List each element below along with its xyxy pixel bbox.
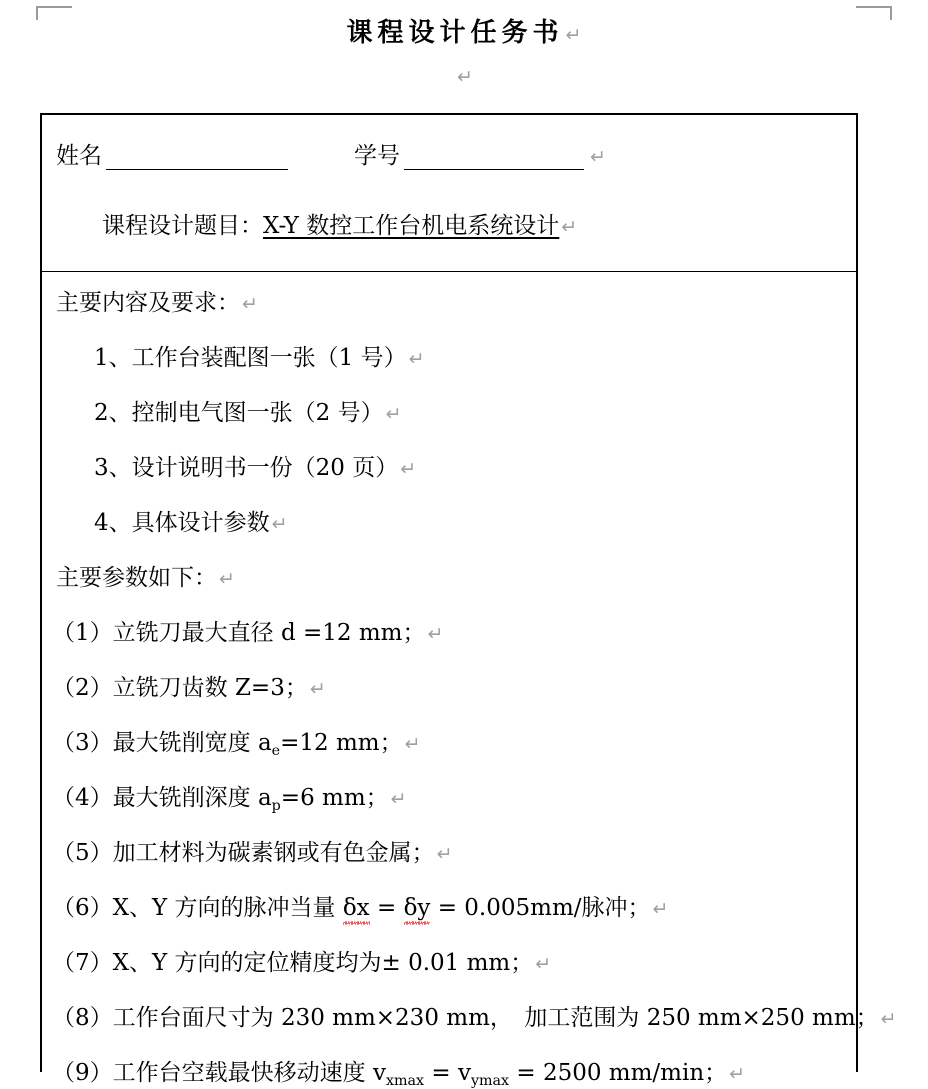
param-index: （1） [52, 620, 113, 646]
subject-row [102, 207, 577, 240]
name-label: 姓名 [56, 143, 102, 169]
content-item-3 [94, 457, 416, 480]
name-input-rule[interactable] [106, 147, 288, 170]
subject-value: X-Y 数控工作台机电系统设计 [263, 213, 560, 239]
content-heading-text: 主要内容及要求： [56, 290, 240, 316]
student-id-label: 学号 [354, 143, 400, 169]
param-subscript: xmax [385, 1072, 425, 1089]
paragraph-return-icon: ↵ [385, 403, 402, 425]
param-subscript: p [271, 797, 281, 814]
param-index: （7） [52, 950, 113, 976]
param-index: （9） [52, 1060, 113, 1086]
content-item-2 [94, 402, 402, 425]
param-item-9 [52, 1060, 746, 1089]
content-item-4 [94, 512, 288, 535]
paragraph-return-icon: ↵ [408, 348, 425, 370]
content-item-1 [94, 347, 425, 370]
params-heading [56, 567, 235, 590]
param-subscript: ymax [470, 1072, 510, 1089]
content-item-text: 4、具体设计参数 [94, 510, 270, 536]
param-item-3 [52, 730, 421, 759]
paragraph-return-icon: ↵ [652, 898, 669, 920]
paragraph-return-icon: ↵ [590, 146, 606, 168]
paragraph-return-icon: ↵ [729, 1063, 746, 1085]
param-text: 最大铣削深度 a [112, 785, 272, 811]
param-text: 立铣刀最大直径 d =12 mm； [112, 620, 426, 646]
spellcheck-word-delta-y: δy [403, 895, 431, 921]
param-item-2 [52, 677, 326, 700]
paragraph-return-icon: ↵ [309, 678, 326, 700]
content-item-text: 1、工作台装配图一张（1 号） [94, 345, 407, 371]
param-text: 工作台面尺寸为 230 mm×230 mm， 加工范围为 250 mm×250 mm； [112, 1005, 879, 1031]
param-text: X、Y 方向的脉冲当量 [112, 895, 343, 921]
paragraph-return-icon: ↵ [404, 733, 421, 755]
param-text-mid: = v [424, 1060, 471, 1086]
paragraph-return-icon: ↵ [880, 1008, 897, 1030]
param-text-tail: =6 mm； [280, 785, 389, 811]
content-item-text: 3、设计说明书一份（20 页） [94, 455, 399, 481]
param-index: （2） [52, 675, 113, 701]
param-text-tail: =12 mm； [280, 730, 403, 756]
content-heading [56, 292, 258, 315]
param-item-4 [52, 785, 407, 814]
param-item-6 [52, 897, 668, 920]
name-and-id-row [56, 137, 606, 170]
blank-paragraph-line [0, 68, 928, 87]
param-text: 最大铣削宽度 a [112, 730, 272, 756]
paragraph-return-icon: ↵ [565, 24, 582, 46]
paragraph-return-icon: ↵ [436, 843, 453, 865]
paragraph-return-icon: ↵ [242, 293, 258, 315]
param-subscript: e [271, 742, 281, 759]
paragraph-return-icon: ↵ [427, 623, 444, 645]
param-text: 加工材料为碳素钢或有色金属； [112, 840, 435, 866]
paragraph-return-icon: ↵ [271, 513, 288, 535]
param-item-5 [52, 842, 453, 865]
param-text: X、Y 方向的定位精度均为± 0.01 mm； [112, 950, 534, 976]
content-item-text: 2、控制电气图一张（2 号） [94, 400, 384, 426]
paragraph-return-icon: ↵ [219, 568, 235, 590]
subject-label: 课程设计题目： [102, 213, 263, 239]
student-id-input-rule[interactable] [404, 147, 584, 170]
param-index: （4） [52, 785, 113, 811]
table-cell-body [42, 272, 897, 1089]
param-text: 立铣刀齿数 Z=3； [112, 675, 308, 701]
paragraph-return-icon: ↵ [400, 458, 417, 480]
paragraph-return-icon: ↵ [535, 953, 552, 975]
param-index: （5） [52, 840, 113, 866]
param-index: （8） [52, 1005, 113, 1031]
param-item-1 [52, 622, 443, 645]
param-text-tail: = 0.005mm/脉冲； [430, 895, 651, 921]
param-item-7 [52, 952, 551, 975]
paragraph-return-icon: ↵ [390, 788, 407, 810]
paragraph-return-icon: ↵ [561, 216, 578, 238]
param-item-8 [52, 1007, 897, 1030]
paragraph-return-icon: ↵ [457, 66, 473, 88]
task-table [40, 113, 897, 1089]
param-index: （3） [52, 730, 113, 756]
table-cell-header [42, 115, 856, 272]
param-text: 工作台空载最快移动速度 v [112, 1060, 386, 1086]
document-title-text: 课程设计任务书 [346, 18, 564, 48]
param-index: （6） [52, 895, 113, 921]
spellcheck-word-delta-x: δx [342, 895, 370, 921]
param-text-mid: = [369, 895, 404, 921]
document-title [0, 12, 928, 49]
params-heading-text: 主要参数如下： [56, 565, 217, 591]
param-text-tail: = 2500 mm/min； [509, 1060, 728, 1086]
